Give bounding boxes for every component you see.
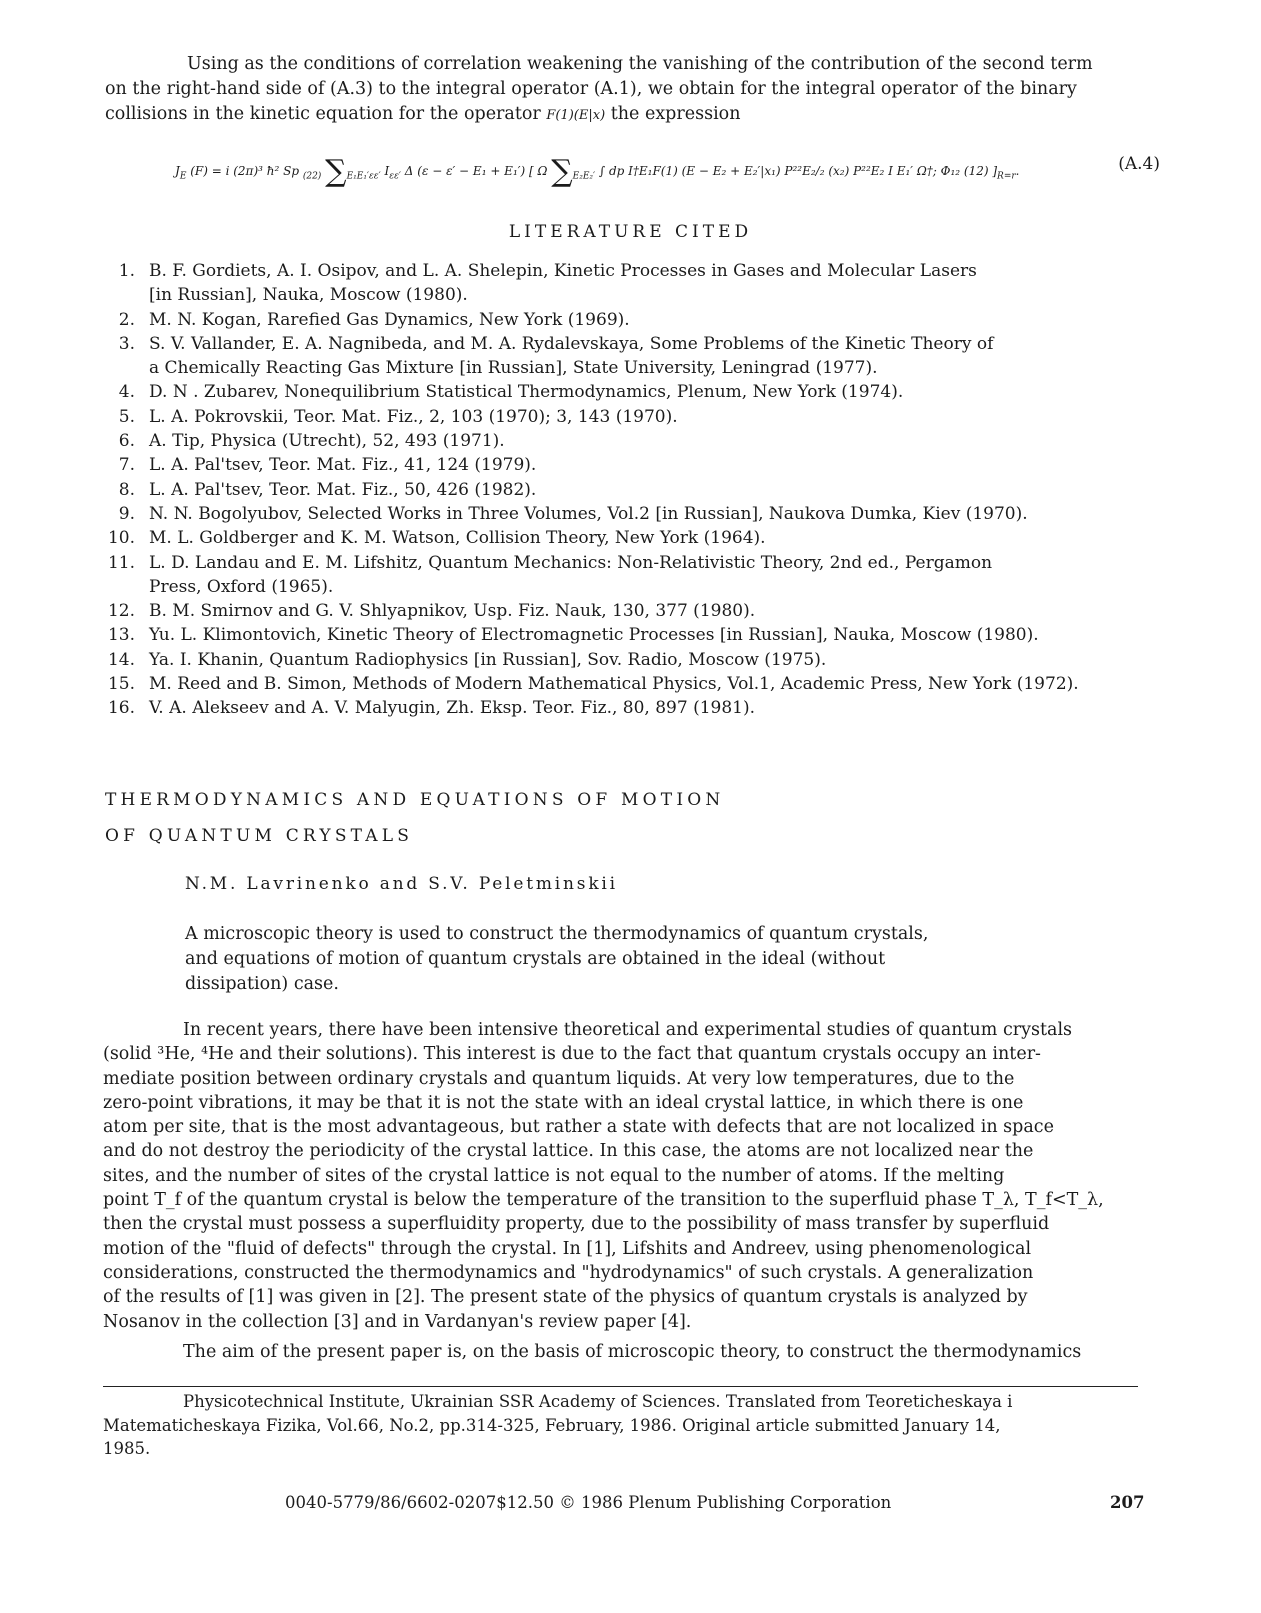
body-line: sites, and the number of sites of the crystal lattice is not equal to the number of atoms. If the melting xyxy=(103,1165,1005,1186)
body-line: (solid ³He, ⁴He and their solutions). This interest is due to the fact that quantum crystals occupy an inter- xyxy=(103,1044,1041,1065)
abstract-line: and equations of motion of quantum crystals are obtained in the ideal (without xyxy=(185,949,886,969)
reference-number: 8. xyxy=(118,479,135,500)
reference-number: 12. xyxy=(107,601,135,622)
body-line: atom per site, that is the most advantageous, but rather a state with defects that are not localized in space xyxy=(103,1117,1054,1138)
eq-mid: I xyxy=(384,164,390,178)
reference-number: 13. xyxy=(107,625,135,646)
reference-text-cont: a Chemically Reacting Gas Mixture [in Russian], State University, Leningrad (1977). xyxy=(149,358,878,379)
reference-text: N. N. Bogolyubov, Selected Works in Three Volumes, Vol.2 [in Russian], Naukova Dumka, Kiev (1970). xyxy=(149,503,1028,524)
reference-item xyxy=(105,696,1185,720)
equation-number: (A.4) xyxy=(1118,154,1160,174)
reference-number: 11. xyxy=(107,552,135,573)
reference-number: 6. xyxy=(118,431,135,452)
reference-item xyxy=(105,478,1185,502)
reference-item xyxy=(105,648,1185,672)
footnote-line: Physicotechnical Institute, Ukrainian SSR Academy of Sciences. Translated from Teoreticheskaya i xyxy=(183,1392,1013,1411)
intro-line-3-end: the expression xyxy=(610,104,741,124)
reference-number: 15. xyxy=(107,674,135,695)
body-line: In recent years, there have been intensive theoretical and experimental studies of quantum crystals xyxy=(183,1020,1073,1040)
reference-number: 4. xyxy=(118,382,135,403)
reference-list xyxy=(105,259,1185,721)
reference-item xyxy=(105,453,1185,477)
reference-item xyxy=(105,502,1185,526)
reference-item xyxy=(105,623,1185,647)
reference-text-cont: [in Russian], Nauka, Moscow (1980). xyxy=(149,285,468,306)
reference-item xyxy=(105,259,1185,308)
body-line: point T_f of the quantum crystal is below the temperature of the transition to the superfluid phase T_λ, T_f<T_λ, xyxy=(103,1190,1104,1211)
reference-item xyxy=(105,429,1185,453)
footnote-line: 1985. xyxy=(103,1439,151,1458)
eq-mid-sub: εε′ xyxy=(389,171,401,182)
body-line: mediate position between ordinary crystals and quantum liquids. At very low temperatures, due to the xyxy=(103,1068,1015,1089)
reference-item xyxy=(105,599,1185,623)
footnote-divider xyxy=(103,1386,1138,1387)
footnote xyxy=(103,1390,1153,1461)
reference-text: Yu. L. Klimontovich, Kinetic Theory of Electromagnetic Processes [in Russian], Nauka, Moscow (1980). xyxy=(149,625,1039,646)
reference-item xyxy=(105,551,1185,600)
eq-sp-sub: (22) xyxy=(302,171,322,182)
intro-paragraph xyxy=(105,52,1155,128)
reference-number: 3. xyxy=(118,333,135,354)
intro-line-3-start: collisions in the kinetic equation for the operator xyxy=(105,104,541,124)
operator-symbol: F(1)(E|x) xyxy=(546,108,606,123)
reference-text-cont: Press, Oxford (1965). xyxy=(149,576,334,597)
body-line: motion of the "fluid of defects" through the crystal. In [1], Lifshits and Andreev, using phenomenological xyxy=(103,1238,1032,1259)
reference-item xyxy=(105,380,1185,404)
equation-body: $J_E$ (F) = i (2π)³ ħ² Sp $_{(22)}$ $\sum_{E_1E_1'\varepsilon\varepsilon'}$ $I_{\varepsilon\varepsilon'}$ Δ (ε − ε′ − E₁ + E₁′) [ Ω $\sum_{E_2E_2'}$ ∫ dp I†E₁F(1) (E − E₂ + E₂′|x₁) P²²E₂/₂ (x₂) P²²E₂ I E₁′ Ω†; Φ₁₂ (12) ]$_{R=r}$. xyxy=(175,154,1020,189)
page-number: 207 xyxy=(1110,1493,1145,1512)
publication-code: 0040-5779/86/6602-0207$12.50 © 1986 Plenum Publishing Corporation xyxy=(285,1493,892,1512)
reference-number: 16. xyxy=(107,698,135,719)
eq-lhs: J xyxy=(175,164,180,178)
reference-text: L. D. Landau and E. M. Lifshitz, Quantum Mechanics: Non-Relativistic Theory, 2nd ed., Pergamon xyxy=(149,552,993,573)
eq-lhs-rest: (F) = i (2π)³ ħ² Sp xyxy=(190,164,300,178)
reference-number: 2. xyxy=(118,309,135,330)
reference-text: B. F. Gordiets, A. I. Osipov, and L. A. Shelepin, Kinetic Processes in Gases and Molecular Lasers xyxy=(149,261,977,281)
body-paragraph-1 xyxy=(103,1018,1123,1334)
reference-text: L. A. Pokrovskii, Teor. Mat. Fiz., 2, 103 (1970); 3, 143 (1970). xyxy=(149,406,678,427)
reference-item xyxy=(105,332,1185,381)
summation-icon: ∑ xyxy=(325,154,347,189)
reference-text: A. Tip, Physica (Utrecht), 52, 493 (1971). xyxy=(149,431,505,452)
reference-item xyxy=(105,405,1185,429)
reference-item xyxy=(105,308,1185,332)
equation-a4 xyxy=(175,140,1160,198)
reference-text: M. L. Goldberger and K. M. Watson, Collision Theory, New York (1964). xyxy=(149,528,766,549)
reference-text: V. A. Alekseev and A. V. Malyugin, Zh. Eksp. Teor. Fiz., 80, 897 (1981). xyxy=(149,698,755,719)
reference-text: S. V. Vallander, E. A. Nagnibeda, and M. A. Rydalevskaya, Some Problems of the Kinetic Theory of xyxy=(149,333,994,354)
abstract xyxy=(185,922,965,997)
eq-sum1-sub: E₁E₁′εε′ xyxy=(346,171,381,182)
body-line: then the crystal must possess a superfluidity property, due to the possibility of mass transfer by superfluid xyxy=(103,1214,1050,1235)
summation-icon-2: ∑ xyxy=(551,154,573,189)
reference-number: 1. xyxy=(118,261,135,281)
reference-item xyxy=(105,672,1185,696)
eq-bracket-sub: R=r xyxy=(997,171,1016,182)
reference-number: 5. xyxy=(118,406,135,427)
eq-integrand: ∫ dp I†E₁F(1) (E − E₂ + E₂′|x₁) P²²E₂/₂ (x₂) P²²E₂ I E₁′ Ω†; Φ₁₂ (12) ] xyxy=(598,164,998,178)
reference-number: 7. xyxy=(118,455,135,476)
reference-number: 14. xyxy=(107,649,135,670)
article-authors: N.M. Lavrinenko and S.V. Peletminskii xyxy=(185,874,618,894)
intro-line-3 xyxy=(105,102,1155,128)
intro-line-1: Using as the conditions of correlation weakening the vanishing of the contribution of the second term xyxy=(187,54,1093,74)
eq-lhs-sub: E xyxy=(179,171,187,182)
abstract-line: A microscopic theory is used to construct the thermodynamics of quantum crystals, xyxy=(185,924,929,944)
reference-text: M. N. Kogan, Rarefied Gas Dynamics, New York (1969). xyxy=(149,309,630,330)
reference-item xyxy=(105,526,1185,550)
body-line: considerations, constructed the thermodynamics and "hydrodynamics" of such crystals. A generalization xyxy=(103,1262,1034,1283)
eq-sum2-sub: E₂E₂′ xyxy=(572,171,596,182)
reference-text: M. Reed and B. Simon, Methods of Modern Mathematical Physics, Vol.1, Academic Press, New York (1972). xyxy=(149,674,1079,695)
body-line: zero-point vibrations, it may be that it is not the state with an ideal crystal lattice, in which there is one xyxy=(103,1092,1024,1113)
reference-text: L. A. Pal'tsev, Teor. Mat. Fiz., 50, 426 (1982). xyxy=(149,479,537,500)
article-title-line-2: OF QUANTUM CRYSTALS xyxy=(105,826,414,846)
body-line: and do not destroy the periodicity of the crystal lattice. In this case, the atoms are not localized near the xyxy=(103,1141,1034,1162)
abstract-line: dissipation) case. xyxy=(185,974,339,994)
intro-line-2: on the right-hand side of (A.3) to the integral operator (A.1), we obtain for the integral operator of the binary xyxy=(105,79,1077,99)
reference-text: Ya. I. Khanin, Quantum Radiophysics [in Russian], Sov. Radio, Moscow (1975). xyxy=(149,649,827,670)
body-paragraph-2: The aim of the present paper is, on the basis of microscopic theory, to construct the thermodynamics xyxy=(183,1342,1082,1362)
reference-number: 10. xyxy=(107,528,135,549)
reference-number: 9. xyxy=(118,503,135,524)
reference-text: B. M. Smirnov and G. V. Shlyapnikov, Usp. Fiz. Nauk, 130, 377 (1980). xyxy=(149,601,756,622)
body-line: Nosanov in the collection [3] and in Vardanyan's review paper [4]. xyxy=(103,1311,692,1332)
body-line: of the results of [1] was given in [2]. The present state of the physics of quantum crystals is analyzed by xyxy=(103,1287,1028,1308)
eq-delta: Δ (ε − ε′ − E₁ + E₁′) [ Ω xyxy=(404,164,548,178)
reference-text: D. N . Zubarev, Nonequilibrium Statistical Thermodynamics, Plenum, New York (1974). xyxy=(149,382,904,403)
article-title-line-1: THERMODYNAMICS AND EQUATIONS OF MOTION xyxy=(105,790,725,810)
footnote-line: Matematicheskaya Fizika, Vol.66, No.2, pp.314-325, February, 1986. Original article submitted January 14, xyxy=(103,1415,1001,1435)
literature-heading: LITERATURE CITED xyxy=(508,222,753,242)
reference-text: L. A. Pal'tsev, Teor. Mat. Fiz., 41, 124 (1979). xyxy=(149,455,537,476)
